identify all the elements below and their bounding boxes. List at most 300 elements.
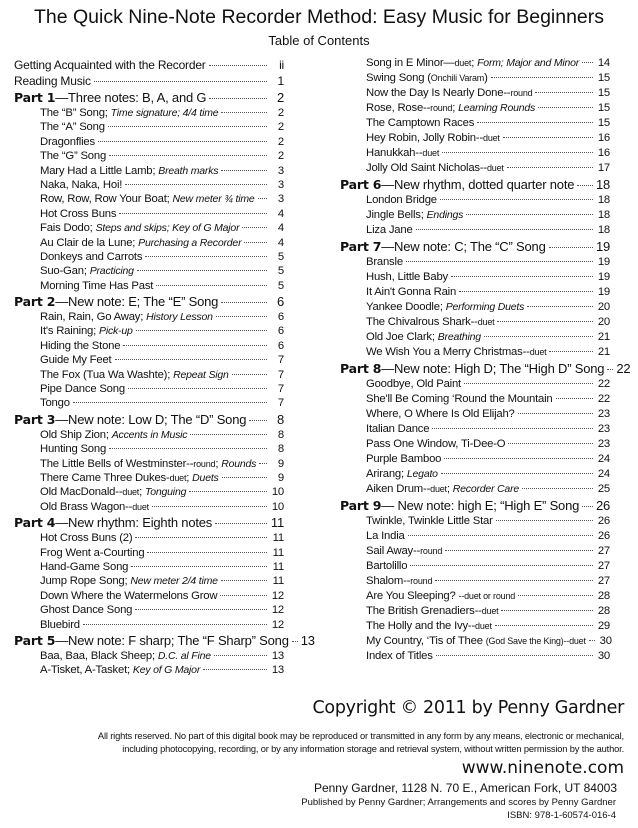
toc-entry[interactable] xyxy=(14,165,284,179)
title-text: Hiding the Stone xyxy=(40,339,121,352)
title-text: Dragonflies xyxy=(40,135,95,148)
toc-entry[interactable] xyxy=(14,311,284,325)
arrangement-note: duet xyxy=(481,606,499,616)
page-number: 12 xyxy=(271,589,284,602)
toc-entry-title xyxy=(366,393,553,405)
publisher-address: Penny Gardner, 1128 N. 70 E., American Fork, UT 84003 xyxy=(313,781,617,795)
title-text: Index of Titles xyxy=(366,650,433,662)
toc-entry[interactable] xyxy=(14,458,284,472)
toc-entry[interactable] xyxy=(14,397,284,411)
page-number: 19 xyxy=(597,271,610,283)
toc-entry-title xyxy=(366,147,439,159)
toc-entry[interactable] xyxy=(340,132,610,147)
toc-entry-title xyxy=(40,136,95,148)
title-text: The “B” Song; xyxy=(40,107,111,119)
toc-entry[interactable] xyxy=(14,251,284,265)
dot-leader xyxy=(125,184,267,185)
page-number: 5 xyxy=(277,265,284,278)
toc-entry[interactable] xyxy=(14,575,284,589)
title-text: We Wish You a Merry Christmas-- xyxy=(366,346,530,358)
page-number: 5 xyxy=(277,279,284,292)
toc-entry[interactable] xyxy=(340,209,610,224)
lesson-topic: Practicing xyxy=(89,265,134,278)
page-number: 7 xyxy=(277,354,284,367)
toc-part-heading[interactable] xyxy=(14,90,284,107)
toc-entry[interactable] xyxy=(340,117,610,132)
toc-entry[interactable] xyxy=(340,102,610,117)
toc-entry-title xyxy=(40,501,149,513)
toc-entry[interactable] xyxy=(340,590,610,605)
title-text: Hush, Little Baby xyxy=(366,271,448,283)
toc-entry-title xyxy=(14,515,212,530)
toc-entry-title xyxy=(366,408,515,420)
toc-entry[interactable] xyxy=(340,483,610,498)
toc-part-heading[interactable] xyxy=(340,361,631,378)
lesson-topic: Recorder Care xyxy=(452,483,520,495)
page-number: 4 xyxy=(277,236,284,249)
toc-entry-title xyxy=(366,545,442,557)
toc-entry[interactable] xyxy=(340,530,610,545)
title-text: The Chivalrous Shark-- xyxy=(366,316,478,328)
arrangement-note: round xyxy=(430,103,453,113)
page-number: 15 xyxy=(597,87,610,99)
dot-leader xyxy=(232,374,267,375)
toc-entry[interactable] xyxy=(340,650,610,665)
toc-entry-title xyxy=(40,547,144,559)
toc-entry-title xyxy=(40,193,255,205)
toc-entry-title xyxy=(366,530,405,542)
toc-entry[interactable] xyxy=(340,271,610,286)
dot-leader xyxy=(549,351,593,352)
toc-part-heading[interactable] xyxy=(340,239,610,256)
page-number: 20 xyxy=(597,301,610,313)
dot-leader xyxy=(189,491,267,492)
page-number: 10 xyxy=(271,500,284,513)
lesson-topic: D.C. al Fine xyxy=(157,649,211,662)
toc-entry-title xyxy=(366,650,433,662)
arrangement-note: duet xyxy=(477,317,495,327)
page-number: 7 xyxy=(277,397,284,410)
toc-entry[interactable] xyxy=(14,193,284,207)
toc-entry-title xyxy=(40,165,218,177)
lesson-topic: New meter ¾ time xyxy=(172,193,255,206)
arrangement-note: round xyxy=(410,576,433,586)
dot-leader xyxy=(209,65,267,66)
dot-leader xyxy=(137,270,267,271)
page-number: 18 xyxy=(597,209,610,221)
page-number: 2 xyxy=(277,150,284,163)
page-number: 21 xyxy=(597,346,610,358)
title-text: Hey Robin, Jolly Robin-- xyxy=(366,132,484,144)
toc-entry[interactable] xyxy=(340,515,610,530)
arrangement-note: duet xyxy=(430,484,447,494)
arrangement-note: duet xyxy=(529,347,547,357)
toc-entry[interactable] xyxy=(14,58,284,74)
toc-entry-title xyxy=(40,179,122,191)
toc-entry[interactable] xyxy=(14,590,284,604)
title-text: Fais Dodo; xyxy=(40,222,96,235)
toc-entry-title xyxy=(40,397,70,409)
title-text: Frog Went a-Courting xyxy=(40,546,145,559)
page-number: 8 xyxy=(277,428,284,441)
dot-leader xyxy=(477,122,593,123)
dot-leader xyxy=(436,655,593,656)
dot-leader xyxy=(416,229,593,230)
title-text: —New rhythm, dotted quarter note xyxy=(381,177,575,192)
toc-entry-title xyxy=(366,87,532,99)
page-number: 25 xyxy=(597,483,610,495)
title-text: London Bridge xyxy=(366,194,437,206)
toc-entry[interactable] xyxy=(14,265,284,279)
page-number: 13 xyxy=(271,664,284,677)
toc-entry[interactable] xyxy=(14,74,284,90)
page-number: 11 xyxy=(270,515,284,531)
dot-leader xyxy=(496,520,593,521)
dot-leader xyxy=(408,535,593,536)
page-number: 15 xyxy=(597,102,610,114)
toc-entry[interactable] xyxy=(340,301,610,316)
toc-entry-title xyxy=(340,177,574,192)
dot-leader xyxy=(152,506,267,507)
dot-leader xyxy=(203,669,267,670)
title-text: It Ain't Gonna Rain xyxy=(366,286,457,298)
dot-leader xyxy=(464,383,593,384)
dot-leader xyxy=(244,242,267,243)
toc-entry[interactable] xyxy=(340,605,610,620)
page-number: 6 xyxy=(277,325,284,338)
toc-entry[interactable] xyxy=(14,121,284,135)
title-text: It's Raining; xyxy=(40,325,100,338)
toc-entry[interactable] xyxy=(340,408,610,423)
toc-entry[interactable] xyxy=(340,57,610,72)
page-number: 5 xyxy=(277,250,284,263)
toc-entry[interactable] xyxy=(14,354,284,368)
title-text: —New note: F sharp; The “F Sharp” Song xyxy=(55,632,289,648)
toc-entry-title xyxy=(14,412,246,427)
arrangement-note: round xyxy=(510,88,533,98)
page-number: 6 xyxy=(277,311,284,324)
page-number: 24 xyxy=(597,468,610,480)
page-number: 6 xyxy=(276,294,284,310)
page-number: 8 xyxy=(276,411,284,427)
dot-leader xyxy=(73,402,267,403)
toc-entry[interactable] xyxy=(14,664,284,678)
dot-leader xyxy=(258,198,267,199)
toc-entry-title xyxy=(366,117,474,129)
title-text: Bransle xyxy=(366,256,403,268)
toc-entry-title xyxy=(366,224,413,236)
toc-part-heading[interactable] xyxy=(14,515,284,532)
toc-entry[interactable] xyxy=(340,560,610,575)
dot-leader xyxy=(109,448,267,449)
title-text: —New note: C; The “C” Song xyxy=(381,239,546,254)
lesson-topic: New meter 2/4 time xyxy=(130,575,218,588)
toc-entry[interactable] xyxy=(340,453,610,468)
arrangement-note: duet xyxy=(169,472,187,483)
toc-entry[interactable] xyxy=(340,87,610,102)
dot-leader xyxy=(495,625,593,626)
toc-entry[interactable] xyxy=(340,468,610,483)
toc-entry-title xyxy=(40,575,218,587)
dot-leader xyxy=(549,247,593,248)
page-number: 6 xyxy=(277,339,284,352)
toc-entry[interactable] xyxy=(14,222,284,236)
toc-entry[interactable] xyxy=(340,545,610,560)
dot-leader xyxy=(136,330,267,331)
toc-entry[interactable] xyxy=(340,346,610,361)
page-number: 4 xyxy=(277,222,284,235)
page-number: 14 xyxy=(597,57,610,69)
toc-entry[interactable] xyxy=(340,438,610,453)
title-text: The Fox (Tua Wa Washte); xyxy=(40,368,174,381)
title-text: —New rhythm: Eighth notes xyxy=(55,515,213,531)
toc-entry[interactable] xyxy=(340,194,610,209)
title-text: She'll Be Coming ‘Round the Mountain xyxy=(366,393,553,405)
toc-entry-title xyxy=(366,102,535,114)
dot-leader xyxy=(582,506,593,507)
document-subtitle: Table of Contents xyxy=(268,33,370,48)
page-number: 9 xyxy=(277,457,284,470)
toc-entry[interactable] xyxy=(14,650,284,664)
rights-line-1: All rights reserved. No part of this digital book may be reproduced or transmitted in any form by any means, electronic or mechanical, xyxy=(97,731,624,741)
toc-part-heading[interactable] xyxy=(14,294,284,311)
toc-entry-title xyxy=(40,369,229,381)
page-number: 7 xyxy=(277,368,284,381)
title-text: There Came Three Dukes- xyxy=(40,471,170,484)
website-link[interactable]: www.ninenote.com xyxy=(461,758,624,778)
toc-entry-title xyxy=(366,286,456,298)
dot-leader xyxy=(242,227,267,228)
dot-leader xyxy=(518,595,593,596)
toc-entry[interactable] xyxy=(14,604,284,618)
page-number: 12 xyxy=(271,618,284,631)
page-number: 2 xyxy=(276,90,284,105)
toc-entry[interactable] xyxy=(14,179,284,193)
dot-leader xyxy=(119,213,267,214)
toc-entry[interactable] xyxy=(340,224,610,239)
title-text: Twinkle, Twinkle Little Star xyxy=(366,515,493,527)
title-text: Down Where the Watermelons Grow xyxy=(40,589,218,602)
arrangement-note: (God Save the King)--duet xyxy=(485,636,586,646)
page-number: 27 xyxy=(597,545,610,557)
toc-entry[interactable] xyxy=(14,107,284,121)
page-number: 22 xyxy=(597,393,610,405)
toc-entry[interactable] xyxy=(340,423,610,438)
dot-leader xyxy=(406,261,593,262)
toc-entry[interactable] xyxy=(14,547,284,561)
page-number: 1 xyxy=(277,74,284,88)
dot-leader xyxy=(220,595,267,596)
toc-entry[interactable] xyxy=(340,378,610,393)
page-number: 22 xyxy=(616,361,631,376)
toc-entry[interactable] xyxy=(14,619,284,633)
toc-entry-title xyxy=(366,57,579,69)
dot-leader xyxy=(503,137,593,138)
page-number: 27 xyxy=(597,560,610,572)
toc-entry[interactable] xyxy=(340,72,610,87)
toc-part-heading[interactable] xyxy=(340,498,610,515)
title-text: The “A” Song xyxy=(40,121,105,134)
title-text: ) xyxy=(484,72,488,84)
title-text: ; xyxy=(471,57,478,69)
toc-entry[interactable] xyxy=(340,316,610,331)
title-text: Rose, Rose-- xyxy=(366,102,431,114)
toc-entry[interactable] xyxy=(14,472,284,486)
toc-entry-title xyxy=(40,251,142,263)
part-label: Part 3 xyxy=(14,411,56,427)
toc-entry-title xyxy=(366,162,504,174)
lesson-topic: Performing Duets xyxy=(445,301,525,313)
dot-leader xyxy=(508,443,593,444)
dot-leader xyxy=(292,641,298,642)
toc-entry[interactable] xyxy=(14,340,284,354)
title-text: Purple Bamboo xyxy=(366,453,442,465)
part-label: Part 5 xyxy=(14,632,56,648)
page-number: 23 xyxy=(597,438,610,450)
toc-entry-title xyxy=(366,575,432,587)
dot-leader xyxy=(259,463,267,464)
page-number: 2 xyxy=(277,135,284,148)
dot-leader xyxy=(128,388,267,389)
title-text: Arirang; xyxy=(366,468,407,480)
title-text: Yankee Doodle; xyxy=(366,301,446,313)
dot-leader xyxy=(582,62,593,63)
toc-entry[interactable] xyxy=(340,620,610,635)
dot-leader xyxy=(209,98,267,99)
page-number: 28 xyxy=(597,590,610,602)
page-number: 15 xyxy=(597,117,610,129)
toc-entry[interactable] xyxy=(14,501,284,515)
page-number: 30 xyxy=(597,650,610,662)
toc-entry[interactable] xyxy=(14,237,284,251)
toc-entry[interactable] xyxy=(14,150,284,164)
page-number: 13 xyxy=(300,632,315,648)
toc-entry-title xyxy=(40,443,106,455)
page-number: 9 xyxy=(277,471,284,484)
lesson-topic: Accents in Music xyxy=(111,428,188,441)
toc-entry-title xyxy=(40,150,106,162)
title-text: Old Ship Zion; xyxy=(40,428,112,441)
page-number: 2 xyxy=(277,121,284,134)
title-text: The Holly and the Ivy-- xyxy=(366,620,476,632)
page-number: 10 xyxy=(271,486,284,499)
lesson-topic: Learning Rounds xyxy=(458,102,536,114)
dot-leader xyxy=(589,640,595,641)
toc-entry-title xyxy=(40,429,187,441)
toc-entry-title xyxy=(366,256,403,268)
part-label: Part 1 xyxy=(14,90,56,105)
toc-entry[interactable] xyxy=(340,147,610,162)
title-text: My Country, ‘Tis of Thee xyxy=(366,635,486,647)
toc-entry[interactable] xyxy=(14,443,284,457)
toc-entry[interactable] xyxy=(14,383,284,397)
toc-entry-title xyxy=(366,635,586,647)
toc-entry[interactable] xyxy=(340,575,610,590)
toc-entry[interactable] xyxy=(14,325,284,339)
lesson-topic: Steps and skips; Key of G Major xyxy=(95,222,240,235)
toc-entry[interactable] xyxy=(340,162,610,177)
title-text: Song in E Minor— xyxy=(366,57,455,69)
dot-leader xyxy=(442,152,593,153)
toc-entry[interactable] xyxy=(14,208,284,222)
toc-part-heading[interactable] xyxy=(340,177,610,194)
dot-leader xyxy=(123,345,267,346)
toc-entry-title xyxy=(340,239,546,254)
toc-entry[interactable] xyxy=(14,429,284,443)
title-text: Pass One Window, Ti-Dee-O xyxy=(366,438,506,450)
toc-entry[interactable] xyxy=(14,369,284,383)
toc-entry-title xyxy=(366,483,519,495)
arrangement-note: duet xyxy=(454,58,472,68)
dot-leader xyxy=(484,336,593,337)
toc-entry[interactable] xyxy=(14,532,284,546)
title-text: Au Clair de la Lune; xyxy=(40,236,139,249)
page-number: 17 xyxy=(597,162,610,174)
page-number: 11 xyxy=(272,560,284,573)
page-number: 19 xyxy=(595,239,610,254)
dot-leader xyxy=(147,552,267,553)
title-text: Old Joe Clark; xyxy=(366,331,438,343)
dot-leader xyxy=(445,550,593,551)
rights-notice xyxy=(24,730,624,756)
toc-part-heading[interactable] xyxy=(14,632,315,650)
dot-leader xyxy=(109,155,267,156)
title-text: Sail Away-- xyxy=(366,545,421,557)
dot-leader xyxy=(156,285,267,286)
lesson-topic: Repeat Sign xyxy=(173,368,229,381)
dot-leader xyxy=(577,185,593,186)
lesson-topic: History Lesson xyxy=(146,311,213,324)
toc-entry[interactable] xyxy=(14,561,284,575)
arrangement-note: --duet or round xyxy=(458,591,516,601)
toc-entry-title xyxy=(40,383,125,395)
title-text: La India xyxy=(366,530,405,542)
toc-entry-title xyxy=(366,438,505,450)
toc-entry[interactable] xyxy=(340,635,610,650)
toc-entry[interactable] xyxy=(340,393,610,408)
dot-leader xyxy=(451,276,593,277)
toc-entry-title xyxy=(40,354,112,366)
dot-leader xyxy=(459,291,593,292)
toc-part-heading[interactable] xyxy=(14,412,284,429)
page-number: 7 xyxy=(277,383,284,396)
toc-entry[interactable] xyxy=(14,280,284,294)
title-text: Jolly Old Saint Nicholas-- xyxy=(366,162,487,174)
title-text: The “G” Song xyxy=(40,150,107,163)
dot-leader xyxy=(135,537,267,538)
toc-entry[interactable] xyxy=(14,486,284,500)
page-number: 3 xyxy=(277,164,284,177)
toc-entry[interactable] xyxy=(340,286,610,301)
toc-entry-title xyxy=(366,194,437,206)
toc-entry-title xyxy=(14,90,206,105)
title-text: Hot Cross Buns (2) xyxy=(40,532,133,545)
toc-entry[interactable] xyxy=(14,136,284,150)
part-label: Part 2 xyxy=(14,294,56,310)
part-label: Part 6 xyxy=(340,177,382,192)
toc-entry[interactable] xyxy=(340,256,610,271)
part-label: Part 4 xyxy=(14,515,56,531)
dot-leader xyxy=(145,256,267,257)
dot-leader xyxy=(410,565,593,566)
toc-left-column xyxy=(14,58,315,679)
lesson-topic: Form; Major and Minor xyxy=(477,57,580,69)
page-number: 8 xyxy=(277,443,284,456)
dot-leader xyxy=(556,398,594,399)
dot-leader xyxy=(221,112,267,113)
toc-entry-title xyxy=(40,604,132,616)
toc-entry[interactable] xyxy=(340,331,610,346)
